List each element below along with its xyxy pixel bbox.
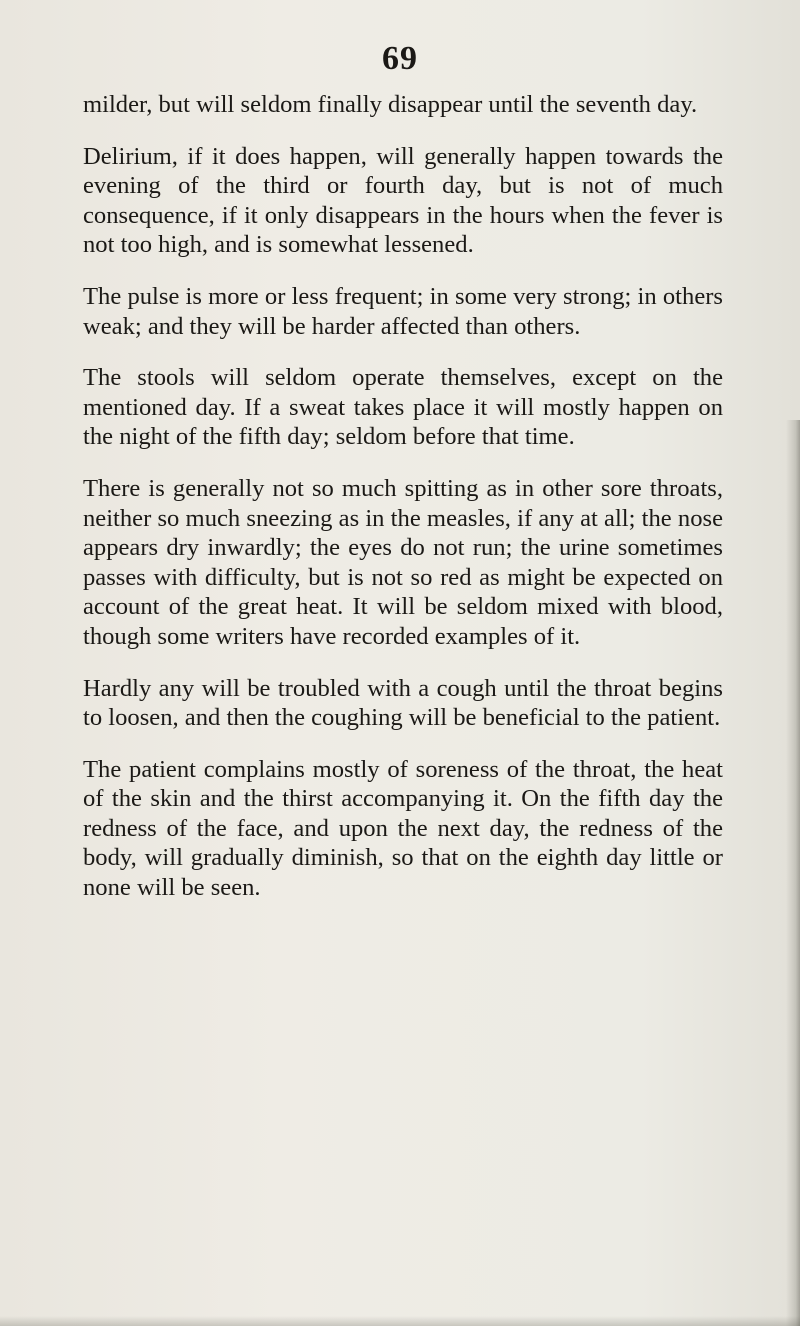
paragraph-delirium: Delirium, if it does happen, will generally happen towards the evening of the third or fourth day, but is not of much consequence, if it only disappears in the hours when the fever is not too high, and is somewhat lessened.	[83, 142, 723, 259]
body-text	[83, 90, 723, 903]
paragraph-stools: The stools will seldom operate themselves, except on the mentioned day. If a sweat takes place it will mostly happen on the night of the fifth day; seldom before that time.	[83, 364, 723, 451]
page-number: 69	[382, 40, 418, 77]
paragraph-cough: Hardly any will be troubled with a cough until the throat begins to loosen, and then the coughing will be beneficial to the patient.	[83, 674, 723, 732]
paragraph-pulse: The pulse is more or less frequent; in some very strong; in others weak; and they will be harder affected than others.	[83, 282, 723, 340]
paragraph-continuation: milder, but will seldom finally disappear until the seventh day.	[83, 91, 698, 118]
page-bottom-shadow	[0, 1316, 800, 1326]
page-edge-shadow	[786, 420, 800, 1326]
paragraph-spitting: There is generally not so much spitting as in other sore throats, neither so much sneezing as in the measles, if any at all; the nose appears dry inwardly; the eyes do not run; the urine sometimes passes with difficulty, but is not so red as might be expected on account of the great heat. It will be seldom mixed with blood, though some writers have recorded examples of it.	[83, 474, 723, 650]
paragraph-soreness: The patient complains mostly of soreness of the throat, the heat of the skin and the thirst accompanying it. On the fifth day the redness of the face, and upon the next day, the redness of the body, will gradually diminish, so that on the eighth day little or none will be seen.	[83, 755, 723, 902]
